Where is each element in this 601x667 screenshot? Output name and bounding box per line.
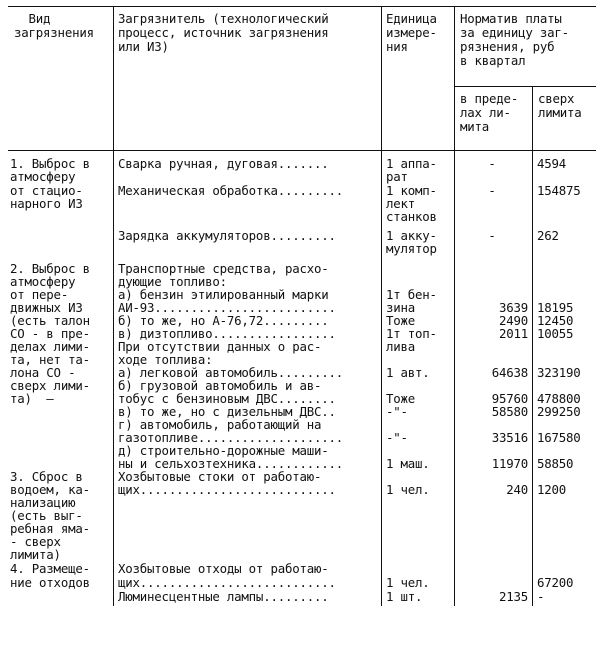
- cell-within-limit: -: [488, 156, 496, 171]
- cell-pollutant: тобус с бензиновым ДВС........: [118, 391, 336, 406]
- column-divider-1: [113, 6, 114, 606]
- cell-pollutant: Хозбытовые отходы от работаю-: [118, 561, 329, 576]
- cell-pollutant: Сварка ручная, дуговая.......: [118, 156, 329, 171]
- cell-unit: рат: [386, 169, 408, 184]
- cell-unit: зина: [386, 300, 416, 315]
- cell-pollution-type: делах лими-: [10, 339, 90, 354]
- cell-within-limit: 240: [506, 482, 528, 497]
- header-pollutant: процесс, источник загрязнения: [118, 25, 329, 40]
- cell-unit: 1 аппа-: [386, 156, 437, 171]
- cell-pollution-type: ние отходов: [10, 575, 90, 590]
- cell-over-limit: 478800: [537, 391, 581, 406]
- cell-pollutant: Зарядка аккумуляторов.........: [118, 228, 336, 243]
- cell-unit: 1т бен-: [386, 287, 437, 302]
- cell-over-limit: 323190: [537, 365, 581, 380]
- header-bottom-border: [8, 150, 596, 151]
- cell-pollutant: ходе топлива:: [118, 352, 213, 367]
- cell-pollutant: дующие топливо:: [118, 274, 227, 289]
- cell-pollutant: АИ-93.........................: [118, 300, 336, 315]
- cell-unit: 1 маш.: [386, 456, 430, 471]
- cell-unit: станков: [386, 209, 437, 224]
- header-fee-norm: рязнения, руб: [460, 39, 555, 54]
- cell-pollution-type: (есть талон: [10, 313, 90, 328]
- cell-unit: 1 чел.: [386, 575, 430, 590]
- cell-over-limit: 58850: [537, 456, 574, 471]
- cell-pollution-type: та, нет та-: [10, 352, 90, 367]
- cell-unit: 1 авт.: [386, 365, 430, 380]
- cell-within-limit: 33516: [491, 430, 528, 445]
- cell-within-limit: -: [488, 183, 496, 198]
- cell-pollutant: в) то же, но с дизельным ДВС..: [118, 404, 336, 419]
- cell-pollution-type: атмосферу: [10, 169, 76, 184]
- cell-unit: 1т топ-: [386, 326, 437, 341]
- cell-pollution-type: лона СО -: [10, 365, 76, 380]
- header-pollution-type: Вид: [14, 11, 51, 26]
- cell-unit: 1 акку-: [386, 228, 437, 243]
- cell-over-limit: 154875: [537, 183, 581, 198]
- cell-over-limit: 12450: [537, 313, 574, 328]
- header-unit: ния: [386, 39, 408, 54]
- cell-pollution-type: лимита): [10, 547, 61, 562]
- cell-over-limit: 4594: [537, 156, 567, 171]
- cell-unit: 1 комп-: [386, 183, 437, 198]
- cell-unit: -"-: [386, 404, 408, 419]
- header-within-limit: мита: [460, 119, 490, 134]
- cell-pollutant: д) строительно-дорожные маши-: [118, 443, 329, 458]
- cell-within-limit: 2011: [498, 326, 528, 341]
- cell-unit: лива: [386, 339, 416, 354]
- column-divider-2: [381, 6, 382, 606]
- header-fee-norm: за единицу заг-: [460, 25, 569, 40]
- cell-pollutant: г) автомобиль, работающий на: [118, 417, 322, 432]
- cell-pollution-type: (есть выг-: [10, 508, 83, 523]
- cell-over-limit: 167580: [537, 430, 581, 445]
- cell-pollutant: Транспортные средства, расхо-: [118, 261, 329, 276]
- cell-within-limit: 3639: [498, 300, 528, 315]
- cell-within-limit: 58580: [491, 404, 528, 419]
- cell-pollutant: Люминесцентные лампы.........: [118, 589, 329, 604]
- cell-over-limit: 18195: [537, 300, 574, 315]
- cell-unit: лект: [386, 196, 416, 211]
- header-unit: измере-: [386, 25, 437, 40]
- cell-pollutant: б) то же, но А-76,72.........: [118, 313, 329, 328]
- cell-pollution-type: движных ИЗ: [10, 300, 83, 315]
- header-pollution-type: загрязнения: [14, 25, 94, 40]
- cell-within-limit: -: [488, 228, 496, 243]
- cell-unit: Тоже: [386, 391, 416, 406]
- cell-over-limit: 299250: [537, 404, 581, 419]
- cell-over-limit: 1200: [537, 482, 567, 497]
- cell-over-limit: 262: [537, 228, 559, 243]
- cell-pollution-type: 1. Выброс в: [10, 156, 90, 171]
- cell-pollutant: а) легковой автомобиль.........: [118, 365, 344, 380]
- cell-pollution-type: - сверх: [10, 534, 61, 549]
- cell-unit: Тоже: [386, 313, 416, 328]
- header-pollutant: Загрязнитель (технологический: [118, 11, 329, 26]
- cell-pollution-type: атмосферу: [10, 274, 76, 289]
- header-pollutant: или ИЗ): [118, 39, 169, 54]
- cell-pollution-type: нализацию: [10, 495, 76, 510]
- cell-pollutant: газотопливе....................: [118, 430, 344, 445]
- column-divider-4: [532, 86, 533, 606]
- table-top-border: [8, 6, 596, 7]
- header-over-limit: сверх: [538, 91, 575, 106]
- cell-pollutant: щих...........................: [118, 575, 336, 590]
- header-within-limit: в преде-: [460, 91, 519, 106]
- cell-pollutant: Механическая обработка.........: [118, 183, 344, 198]
- cell-pollution-type: сверх лими-: [10, 378, 90, 393]
- cell-within-limit: 95760: [491, 391, 528, 406]
- cell-pollutant: а) бензин этилированный марки: [118, 287, 329, 302]
- cell-within-limit: 11970: [491, 456, 528, 471]
- cell-pollution-type: СО - в пре-: [10, 326, 90, 341]
- cell-pollutant: Хозбытовые стоки от работаю-: [118, 469, 322, 484]
- cell-within-limit: 64638: [491, 365, 528, 380]
- cell-unit: -"-: [386, 430, 408, 445]
- cell-unit: мулятор: [386, 241, 437, 256]
- cell-pollutant: ны и сельхозтехника............: [118, 456, 344, 471]
- cell-pollution-type: водоем, ка-: [10, 482, 90, 497]
- cell-pollution-type: от стацио-: [10, 183, 83, 198]
- header-fee-norm: Норматив платы: [460, 11, 562, 26]
- cell-unit: 1 шт.: [386, 589, 423, 604]
- cell-pollutant: в) дизтопливо.................: [118, 326, 336, 341]
- header-over-limit: лимита: [538, 105, 582, 120]
- cell-pollution-type: та) —: [10, 391, 54, 406]
- cell-pollution-type: от пере-: [10, 287, 69, 302]
- cell-within-limit: 2490: [498, 313, 528, 328]
- header-fee-norm: в квартал: [460, 53, 526, 68]
- cell-pollution-type: ребная яма-: [10, 521, 90, 536]
- cell-pollutant: б) грузовой автомобиль и ав-: [118, 378, 322, 393]
- cell-pollution-type: 2. Выброс в: [10, 261, 90, 276]
- cell-over-limit: 10055: [537, 326, 574, 341]
- cell-over-limit: 67200: [537, 575, 574, 590]
- header-within-limit: лах ли-: [460, 105, 511, 120]
- cell-pollutant: При отсутствии данных о рас-: [118, 339, 322, 354]
- cell-pollution-type: 4. Размеще-: [10, 561, 90, 576]
- cell-pollution-type: 3. Сброс в: [10, 469, 83, 484]
- cell-pollution-type: нарного ИЗ: [10, 196, 83, 211]
- column-divider-3: [454, 6, 455, 606]
- header-subdivider: [454, 86, 596, 87]
- cell-over-limit: -: [537, 589, 545, 604]
- header-unit: Единица: [386, 11, 437, 26]
- cell-pollutant: щих...........................: [118, 482, 336, 497]
- cell-within-limit: 2135: [498, 589, 528, 604]
- cell-unit: 1 чел.: [386, 482, 430, 497]
